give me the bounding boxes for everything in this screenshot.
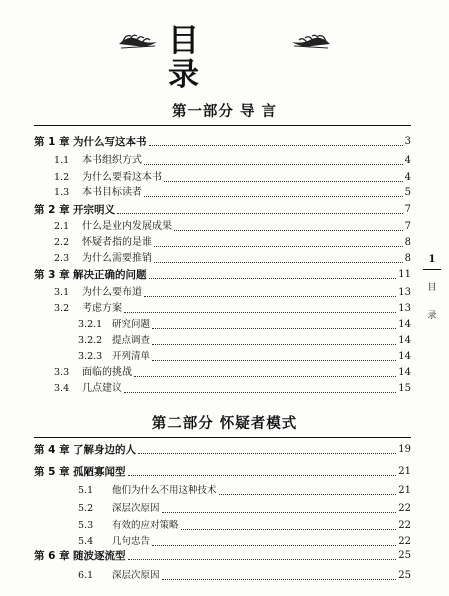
toc-page-number: 7 — [404, 221, 411, 232]
toc-dot-leader — [138, 453, 396, 454]
toc-page-number: 8 — [404, 237, 411, 248]
toc-entry-title: 为什么需要推销 — [82, 253, 152, 264]
part-heading: 第二部分 怀疑者模式 — [151, 415, 298, 432]
toc-dot-leader — [117, 213, 403, 214]
toc-dot-leader — [152, 328, 396, 329]
toc-entry-number: 第 2 章 — [34, 204, 70, 216]
toc-page-number: 8 — [404, 253, 411, 264]
toc-dot-leader — [162, 512, 397, 513]
toc-entry-number: 2.2 — [54, 237, 70, 248]
toc-entry-title: 几点建议 — [82, 383, 122, 394]
leaf-ornament-right-icon — [290, 30, 332, 52]
toc-page-number: 22 — [398, 520, 411, 531]
toc-entry-title: 什么是业内发展成果 — [82, 221, 172, 232]
toc-entry-number: 5.3 — [78, 520, 94, 531]
toc-dot-leader — [128, 475, 397, 476]
toc-entry-title: 面临的挑战 — [82, 367, 132, 378]
toc-dot-leader — [149, 145, 403, 146]
toc-dot-leader — [154, 262, 403, 263]
toc-entry-title: 开列清单 — [112, 351, 151, 362]
toc-page-number: 7 — [404, 204, 411, 215]
toc-entry-number: 6.1 — [78, 570, 94, 581]
toc-chapter-row — [34, 135, 411, 149]
toc-section-row — [34, 502, 411, 516]
toc-section-row — [34, 334, 411, 348]
toc-entry-number: 3.2.2 — [78, 335, 103, 346]
toc-dot-leader — [219, 494, 397, 495]
toc-entry-number: 第 3 章 — [34, 269, 70, 281]
toc-page-number: 19 — [398, 444, 411, 455]
toc-entry-number: 5.1 — [78, 485, 94, 496]
toc-entry-title: 本书目标读者 — [82, 187, 142, 198]
toc-entry-title: 开宗明义 — [73, 204, 115, 216]
toc-entry-number: 3.2 — [54, 303, 70, 314]
toc-chapter-row — [34, 549, 411, 563]
toc-entry-title: 深层次原因 — [112, 570, 160, 581]
toc-entry-number: 3.1 — [54, 287, 70, 298]
toc-entry-number: 3.2.3 — [78, 351, 103, 362]
toc-dot-leader — [149, 278, 397, 279]
toc-dot-leader — [144, 196, 403, 197]
toc-entry-number: 3.4 — [54, 383, 70, 394]
toc-entry-number: 1.3 — [54, 187, 70, 198]
toc-entry-number: 第 6 章 — [34, 550, 70, 562]
toc-entry-number: 5.4 — [78, 536, 94, 547]
toc-entry-title: 解决正确的问题 — [73, 269, 147, 281]
toc-page-number: 13 — [398, 303, 411, 314]
toc-dot-leader — [128, 559, 397, 560]
toc-chapter-row — [34, 203, 411, 217]
toc-entry-number: 第 4 章 — [34, 444, 70, 456]
toc-entry-title: 为什么写这本书 — [73, 136, 147, 148]
toc-section-row — [34, 171, 411, 185]
toc-dot-leader — [134, 376, 396, 377]
side-divider — [423, 269, 441, 270]
toc-page-number: 21 — [398, 466, 411, 477]
toc-section-row — [34, 186, 411, 200]
toc-entry-number: 1.1 — [54, 155, 70, 166]
toc-entry-title: 提点调查 — [112, 335, 151, 346]
toc-entry-title: 为什么要布道 — [82, 287, 142, 298]
part-heading: 第一部分 导 言 — [171, 103, 278, 120]
toc-page-number: 22 — [398, 536, 411, 547]
toc-entry-number: 3.2.1 — [78, 319, 103, 330]
toc-entry-title: 本书组织方式 — [82, 155, 142, 166]
toc-entry-number: 5.2 — [78, 503, 94, 514]
toc-dot-leader — [144, 296, 396, 297]
toc-entry-number: 2.1 — [54, 221, 70, 232]
toc-entry-title: 考虑方案 — [82, 303, 122, 314]
toc-entry-title: 了解身边的人 — [73, 444, 136, 456]
toc-chapter-row — [34, 268, 411, 282]
toc-dot-leader — [164, 181, 403, 182]
toc-dot-leader — [162, 579, 397, 580]
side-running-tab — [419, 254, 445, 330]
toc-entry-number: 第 5 章 — [34, 466, 70, 478]
toc-page-number: 22 — [398, 503, 411, 514]
toc-section-row — [34, 286, 411, 300]
toc-entry-title: 随波逐流型 — [73, 550, 126, 562]
toc-page-number: 14 — [398, 351, 411, 362]
toc-dot-leader — [124, 312, 396, 313]
toc-section-row — [34, 154, 411, 168]
toc-chapter-row — [34, 465, 411, 479]
toc-dot-leader — [154, 246, 403, 247]
toc-page-number: 3 — [404, 136, 411, 147]
toc-section-row — [34, 302, 411, 316]
toc-page-number: 5 — [404, 187, 411, 198]
toc-entry-number: 1.2 — [54, 172, 70, 183]
toc-dot-leader — [144, 164, 403, 165]
toc-section-row — [34, 220, 411, 234]
toc-entry-number: 第 1 章 — [34, 136, 70, 148]
toc-section-row — [34, 236, 411, 250]
toc-page-number: 15 — [398, 383, 411, 394]
divider — [34, 437, 411, 438]
toc-page-number: 25 — [398, 570, 411, 581]
toc-entry-title: 怀疑者指的是谁 — [82, 237, 152, 248]
toc-page-number: 14 — [398, 367, 411, 378]
toc-page-number: 11 — [398, 269, 411, 280]
toc-dot-leader — [174, 230, 403, 231]
toc-entry-title: 为什么要看这本书 — [82, 172, 162, 183]
toc-dot-leader — [152, 360, 396, 361]
toc-entry-title: 他们为什么不用这种技术 — [112, 485, 217, 496]
toc-section-row — [34, 519, 411, 533]
toc-section-row — [34, 484, 411, 498]
toc-page-number: 4 — [404, 155, 411, 166]
toc-dot-leader — [124, 392, 396, 393]
leaf-ornament-left-icon — [117, 30, 159, 52]
toc-section-row — [34, 350, 411, 364]
page-title: 目 录 — [168, 23, 221, 93]
toc-section-row — [34, 569, 411, 583]
side-label-char: 目 — [427, 283, 437, 293]
toc-page-number: 4 — [404, 172, 411, 183]
side-label-char: 录 — [427, 311, 437, 321]
toc-section-row — [34, 318, 411, 332]
toc-entry-title: 几句忠告 — [112, 536, 151, 547]
toc-dot-leader — [152, 344, 396, 345]
toc-page-number: 25 — [398, 550, 411, 561]
toc-entry-title: 孤陋寡闻型 — [73, 466, 126, 478]
toc-section-row — [34, 252, 411, 266]
toc-entry-number: 3.3 — [54, 367, 70, 378]
toc-entry-title: 有效的应对策略 — [112, 520, 179, 531]
toc-page-number: 14 — [398, 335, 411, 346]
toc-entry-number: 2.3 — [54, 253, 70, 264]
toc-section-row — [34, 535, 411, 549]
divider — [34, 125, 411, 126]
toc-entry-title: 深层次原因 — [112, 503, 160, 514]
toc-section-row — [34, 366, 411, 380]
side-page-number: 1 — [428, 254, 436, 265]
toc-title-banner — [0, 20, 449, 93]
toc-page-number: 14 — [398, 319, 411, 330]
toc-dot-leader — [181, 529, 397, 530]
toc-page-number: 13 — [398, 287, 411, 298]
toc-dot-leader — [152, 545, 396, 546]
toc-chapter-row — [34, 443, 411, 457]
toc-section-row — [34, 382, 411, 396]
toc-entry-title: 研究问题 — [112, 319, 151, 330]
toc-page-number: 21 — [398, 485, 411, 496]
